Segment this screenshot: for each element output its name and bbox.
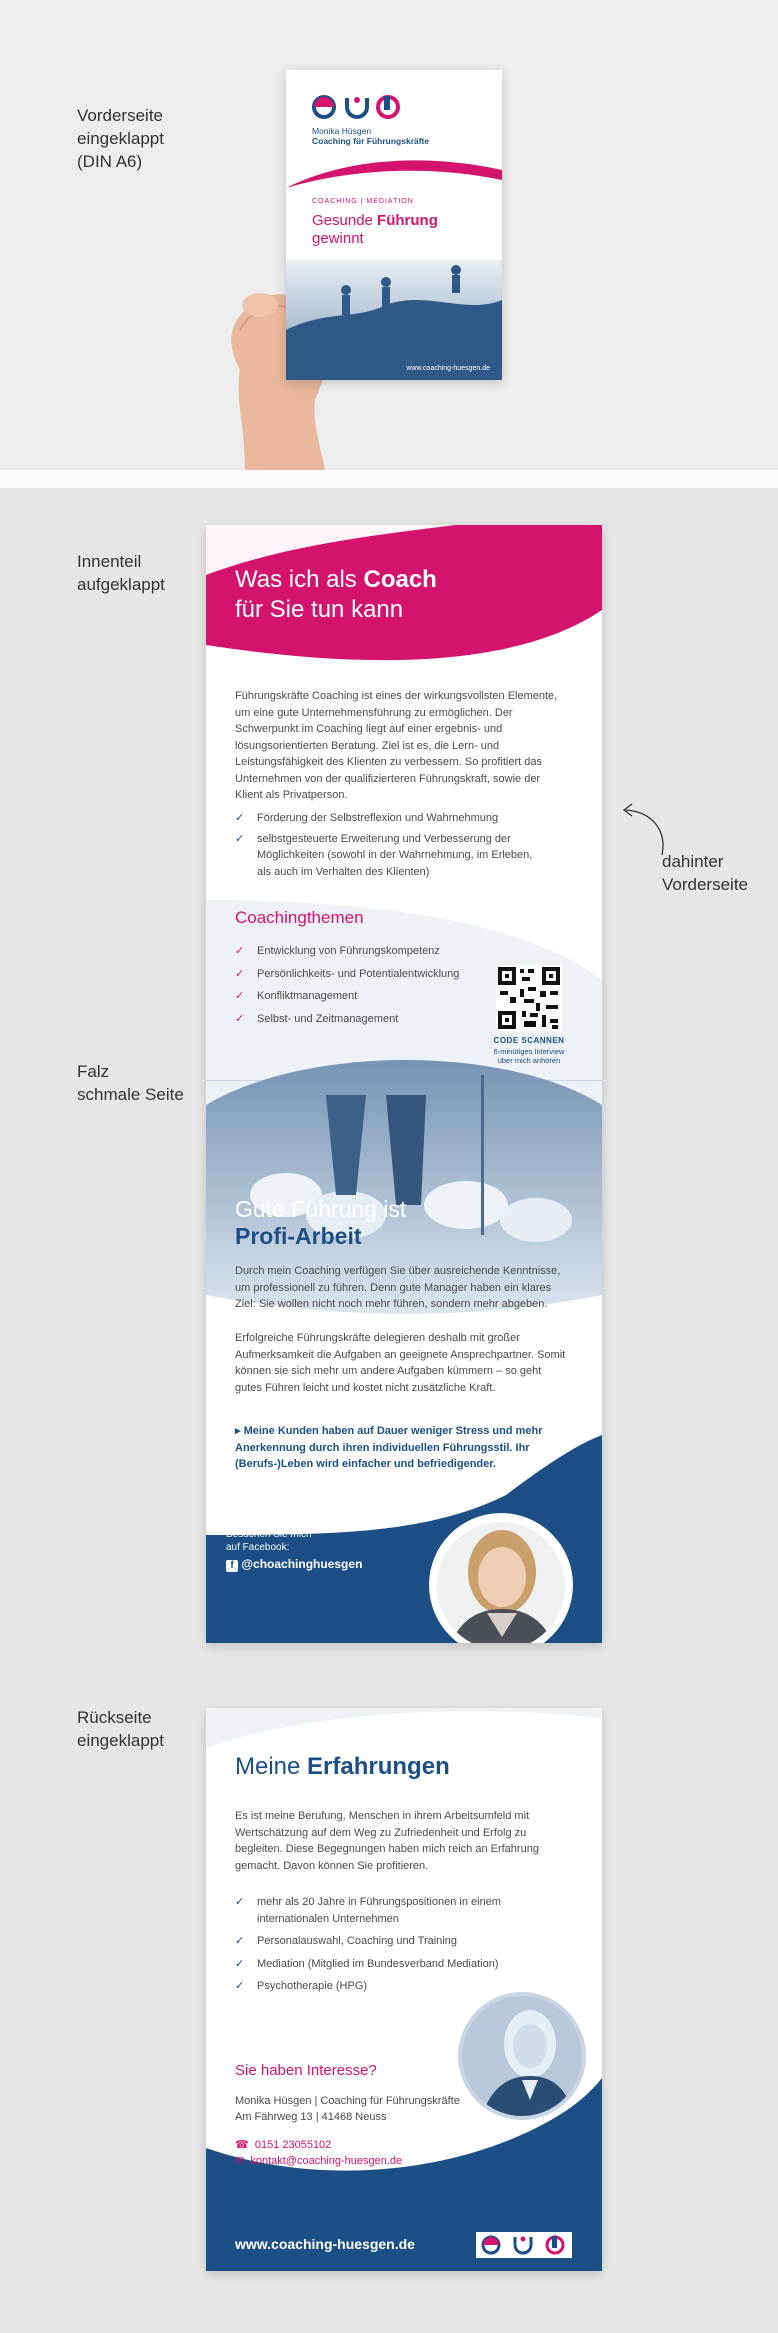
check-icon: ✓ (235, 1980, 245, 1992)
front-title-bold: Führung (377, 212, 438, 229)
back-url[interactable]: www.coaching-huesgen.de (235, 2236, 415, 2252)
themes-title: Coachingthemen (235, 908, 364, 927)
front-name: Monika Hüsgen (312, 126, 372, 136)
address-line-1: Monika Hüsgen | Coaching für Führungskräfte (235, 2095, 460, 2107)
fb-line-2: auf Facebook: (226, 1542, 290, 1553)
header-part: Was ich als (235, 566, 364, 593)
list-item (235, 1933, 505, 1950)
bullet-text: Psychotherapie (HPG) (257, 1980, 368, 1992)
qr-sub-1: 6-minütiges Interview (493, 1047, 565, 1056)
front-subtitle: Coaching für Führungskräfte (312, 136, 430, 146)
qr-sub-2: über mich anhören (497, 1056, 561, 1065)
address-line-2: Am Fährweg 13 | 41468 Neuss (235, 2111, 387, 2123)
curved-arrow-icon (612, 800, 672, 860)
email-address: kontakt@coaching-huesgen.de (250, 2155, 403, 2167)
list-item (235, 988, 495, 1005)
facebook-icon: f (226, 1560, 238, 1572)
section-divider (0, 470, 778, 488)
check-icon: ✓ (235, 945, 245, 957)
profi-title-1: Gute Führung ist (235, 1196, 407, 1222)
inner-bullets (235, 810, 535, 884)
facebook-handle: @choachinghuesgen (241, 1557, 363, 1571)
bullet-text: Mediation (Mitglied im Bundesverband Mediation) (257, 1957, 499, 1970)
list-item (235, 1956, 505, 1973)
qr-code-icon[interactable] (496, 965, 562, 1031)
phone-link[interactable] (235, 2138, 331, 2153)
back-portrait-image (462, 1996, 582, 2116)
front-card (286, 70, 502, 380)
label-inner: Innenteil aufgeklappt (77, 552, 165, 594)
facebook-link[interactable] (226, 1556, 362, 1572)
back-title-bold: Erfahrungen (307, 1753, 450, 1780)
theme-text: Persönlichkeits- und Potentialentwicklung (257, 967, 460, 980)
back-title-part: Meine (235, 1753, 308, 1780)
list-item (235, 1894, 505, 1927)
list-item (235, 943, 495, 960)
phone-icon: ☎ (235, 2139, 249, 2151)
para-2: Erfolgreiche Führungskräfte delegieren deshalb mit großer Aufmerksamkeit die Aufgaben an geeignete Ansprechpartner. Somit können sie sich mehr um andere Aufgaben kümmern – so geht gutes Führen leicht und kostet nicht zusätzliche Kraft. (235, 1332, 566, 1394)
header-bold: Coach (363, 566, 437, 593)
back-intro: Es ist meine Berufung, Menschen in ihrem Arbeitsumfeld mit Wertschätzung auf dem Weg zu Zufriedenheit und Erfolg zu begleiten. Diese Begegnungen haben mich reich an Erfahrung gemacht. Davon können Sie profitieren. (235, 1810, 539, 1872)
label-behind: dahinter Vorderseite (662, 852, 748, 894)
theme-text: Konfliktmanagement (257, 990, 358, 1002)
portrait-image (432, 1517, 570, 1643)
check-icon: ✓ (235, 967, 245, 980)
label-fold: Falz schmale Seite (77, 1062, 184, 1104)
check-icon: ✓ (235, 812, 245, 824)
phone-number: 0151 23055102 (254, 2139, 332, 2151)
front-url: www.coaching-huesgen.de (406, 365, 490, 372)
check-icon: ✓ (235, 1896, 245, 1908)
interest-title: Sie haben Interesse? (235, 2062, 377, 2079)
bullet-text: mehr als 20 Jahre in Führungspositionen in einem internationalen Unternehmen (257, 1896, 501, 1925)
label-front: Vorderseite eingeklappt (DIN A6) (77, 106, 164, 171)
inner-intro: Führungskräfte Coaching ist eines der wirkungsvollsten Elemente, um eine gute Unternehmensführung zu ermöglichen. Der Schwerpunkt im Coaching liegt auf einer ergebnis- und lösungsorientierten Beratung. Ziel ist es, die Lern- und Leistungsfähigkeit des Klienten zu verbessern. So profitiert das Unternehmen von der qualifizierteren Führungskraft, sowie der Klient als Privatperson. (235, 690, 558, 801)
list-item (235, 810, 535, 827)
logo-icon (312, 94, 402, 120)
list-item (235, 831, 535, 881)
front-title-part: Gesunde (312, 212, 378, 229)
back-title (235, 1752, 450, 1782)
para-1: Durch mein Coaching verfügen Sie über ausreichende Kenntnisse, um professionell zu führen. Denn gute Manager haben ein klares Ziel: Sie wollen nicht noch mehr führen, sondern mehr abgeben. (235, 1265, 561, 1310)
check-icon: ✓ (235, 1012, 245, 1025)
themes-list (235, 943, 495, 1033)
email-link[interactable] (235, 2154, 402, 2169)
check-icon: ✓ (235, 990, 245, 1002)
qr-title: CODE SCANNEN (493, 1036, 565, 1045)
inner-panel (206, 525, 602, 1643)
front-title-line2: gewinnt (312, 230, 364, 247)
list-item (235, 966, 495, 983)
front-swoosh (286, 148, 502, 188)
triangle-icon: ▸ (235, 1425, 241, 1437)
label-back: Rückseite eingeklappt (77, 1708, 164, 1750)
bullet-text: Förderung der Selbstreflexion und Wahrnehmung (257, 812, 499, 824)
front-title (312, 212, 438, 248)
check-icon: ✓ (235, 832, 245, 845)
theme-text: Selbst- und Zeitmanagement (257, 1012, 399, 1025)
fb-line-1: Besuchen Sie mich (226, 1529, 312, 1540)
profi-title-2: Profi-Arbeit (235, 1223, 362, 1249)
bullet-text: selbstgesteuerte Erweiterung und Verbesserung der Möglichkeiten (sowohl in der Wahrnehmung, im Erleben, als auch im Verhalten des Klienten) (257, 832, 533, 878)
check-icon: ✓ (235, 1957, 245, 1970)
inner-header-title (235, 565, 437, 625)
header-line2: für Sie tun kann (235, 596, 404, 623)
check-icon: ✓ (235, 1935, 245, 1947)
front-kicker: COACHING | MEDIATION (312, 198, 414, 205)
back-logo-icon (476, 2232, 572, 2258)
mail-icon: ✉ (235, 2155, 245, 2167)
bullet-text: Personalauswahl, Coaching und Training (257, 1935, 457, 1947)
back-panel (206, 1708, 602, 2271)
highlight-body: Meine Kunden haben auf Dauer weniger Stress und mehr Anerkennung durch ihren individuellen Führungsstil. Ihr (Berufs-)Leben wird einfacher und befriedigender. (235, 1425, 543, 1470)
theme-text: Entwicklung von Führungskompetenz (257, 945, 440, 957)
climbers-image (286, 260, 502, 380)
list-item (235, 1011, 495, 1028)
